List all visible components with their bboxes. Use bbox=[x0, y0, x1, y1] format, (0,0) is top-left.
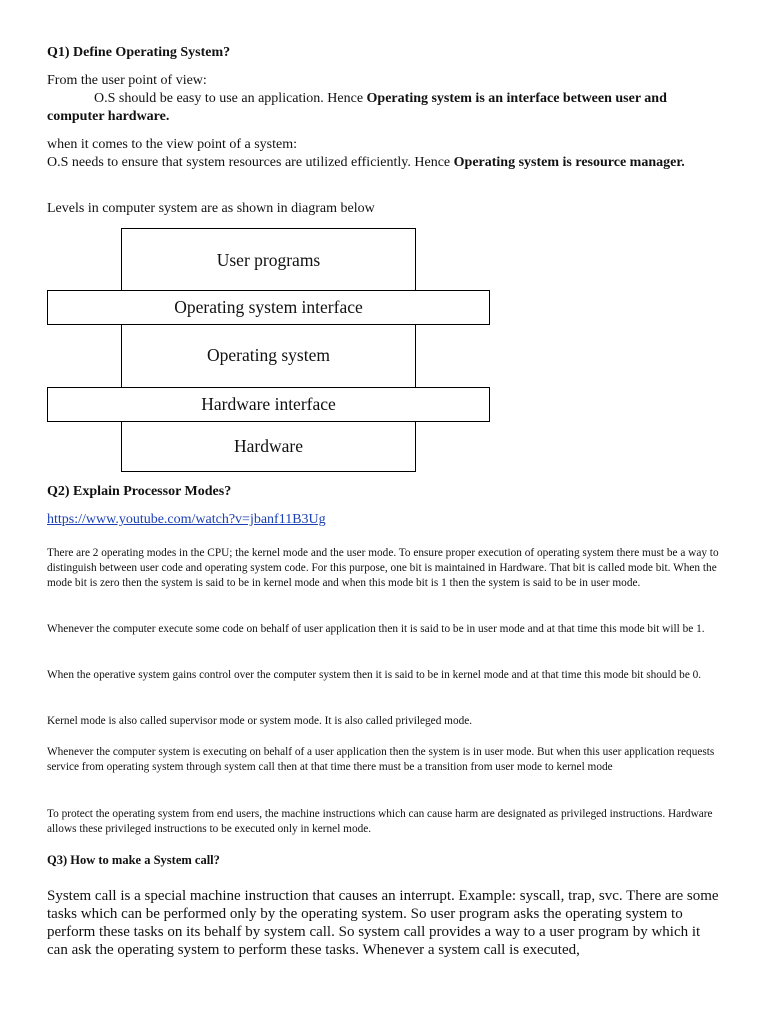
q1-system-view-bold: Operating system is resource manager. bbox=[453, 155, 685, 170]
q2-paragraph-5: Whenever the computer system is executing on behalf of a user application then the system is in user mode. But when this user application requests service from operating system through system call then at that time there must be a transition from user mode to kernel mode bbox=[47, 746, 715, 773]
q1-user-view-bold: Operating system is an interface between user and computer hardware. bbox=[47, 91, 667, 124]
q2-paragraph-2: Whenever the computer execute some code on behalf of user application then it is said to be in user mode and at that time this mode bit will be 1. bbox=[47, 623, 705, 635]
level-operating-system: Operating system bbox=[121, 323, 416, 388]
q1-system-view-intro: when it comes to the view point of a system: bbox=[47, 137, 298, 152]
q1-user-view-text: O.S should be easy to use an application. Hence bbox=[94, 91, 367, 106]
level-hardware: Hardware bbox=[121, 420, 416, 472]
q2-heading: Q2) Explain Processor Modes? bbox=[47, 484, 232, 499]
q1-user-view-intro: From the user point of view: bbox=[47, 73, 207, 88]
q2-paragraph-4: Kernel mode is also called supervisor mode or system mode. It is also called privileged mode. bbox=[47, 715, 473, 727]
q1-levels-intro: Levels in computer system are as shown in diagram below bbox=[47, 201, 375, 216]
level-user-programs: User programs bbox=[121, 228, 416, 292]
q1-system-view-text: O.S needs to ensure that system resources are utilized efficiently. Hence bbox=[47, 155, 454, 170]
q2-paragraph-3: When the operative system gains control over the computer system then it is said to be in kernel mode and at that time this mode bit should be 0. bbox=[47, 669, 702, 681]
q1-system-view-paragraph bbox=[47, 154, 727, 172]
q3-paragraph-1: System call is a special machine instruction that causes an interrupt. Example: syscall, trap, svc. There are some tasks which can be performed only by the operating system. So user program asks the operating system to perform these tasks on its behalf by system call. So system call provides a way to a user program by which it can ask the operating system to perform these tasks. Whenever a system call is executed, bbox=[47, 888, 719, 958]
q2-paragraph-6: To protect the operating system from end users, the machine instructions which can cause harm are designated as privileged instructions. Hardware allows these privileged instructions to be executed only in kernel mode. bbox=[47, 808, 713, 835]
levels-diagram bbox=[47, 228, 490, 472]
q1-heading: Q1) Define Operating System? bbox=[47, 45, 231, 60]
q2-video-link[interactable]: https://www.youtube.com/watch?v=jbanf11B3Ug bbox=[47, 512, 326, 527]
q1-user-view-paragraph bbox=[47, 90, 727, 126]
level-hardware-interface: Hardware interface bbox=[47, 387, 490, 422]
q2-paragraph-1: There are 2 operating modes in the CPU; the kernel mode and the user mode. To ensure proper execution of operating system there must be a way to distinguish between user code and operating system code. For this purpose, one bit is maintained in Hardware. That bit is called mode bit. When the mode bit is zero then the system is said to be in kernel mode and when this mode bit is 1 then the system is said to be in user mode. bbox=[47, 547, 719, 589]
level-operating-system-interface: Operating system interface bbox=[47, 290, 490, 325]
q3-heading: Q3) How to make a System call? bbox=[47, 853, 220, 867]
